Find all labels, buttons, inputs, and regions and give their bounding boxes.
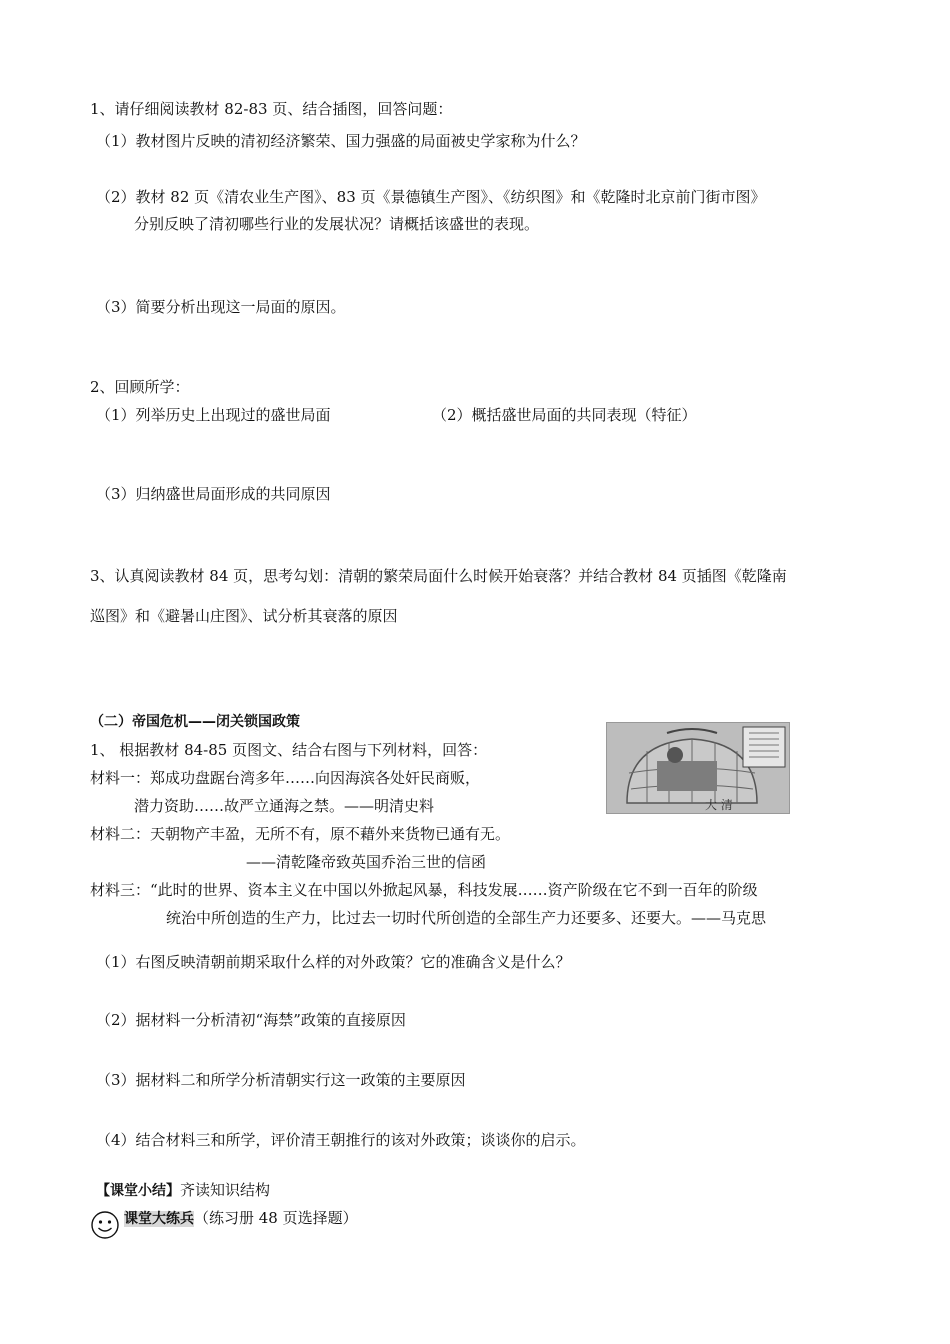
q2-sub2: （2）概括盛世局面的共同表现（特征） [432,406,697,424]
sub-question-4: （4）结合材料三和所学，评价清王朝推行的该对外政策；谈谈你的启示。 [96,1131,586,1149]
material3-line2: 统治中所创造的生产力，比过去一切时代所创造的全部生产力还要多、还要大。——马克思 [166,909,767,927]
q1-intro: 1、请仔细阅读教材 82-83 页、结合插图，回答问题： [90,100,453,118]
practice-tag: 课堂大练兵 [124,1211,194,1227]
material2-line2: ——清乾隆帝致英国乔治三世的信函 [246,853,487,871]
q1-sub1: （1）教材图片反映的清初经济繁荣、国力强盛的局面被史学家称为什么？ [96,132,586,150]
material2-line1: 材料二：天朝物产丰盈，无所不有，原不藉外来货物已通有无。 [90,825,511,843]
q2-sub3: （3）归纳盛世局面形成的共同原因 [96,485,331,503]
practice-text: （练习册 48 页选择题） [194,1209,358,1227]
cartoon-label: 大 清 [705,798,733,812]
q1-sub2-line2: 分别反映了清初哪些行业的发展状况？请概括该盛世的表现。 [134,215,540,233]
class-summary [96,1180,270,1201]
q3-line1: 3、认真阅读教材 84 页，思考勾划：清朝的繁荣局面什么时候开始衰落？并结合教材 84 页插图《乾隆南 [90,567,787,585]
summary-text: 齐读知识结构 [180,1181,271,1199]
sub-question-1: （1）右图反映清朝前期采取什么样的对外政策？它的准确含义是什么？ [96,953,571,971]
smiley-icon [90,1210,120,1240]
summary-tag: 【课堂小结】 [96,1183,180,1199]
cage-cartoon-illustration [607,723,789,813]
q1-sub2-line1: （2）教材 82 页《清农业生产图》、83 页《景德镇生产图》、《纺织图》和《乾隆时北京前门街市图》 [96,188,766,206]
material1-line1: 材料一：郑成功盘踞台湾多年……向因海滨各处奸民商贩， [90,769,481,787]
sub-question-3: （3）据材料二和所学分析清朝实行这一政策的主要原因 [96,1071,466,1089]
material3-line1: 材料三：“此时的世界、资本主义在中国以外掀起风暴，科技发展……资产阶级在它不到一百年的阶级 [90,881,758,899]
section2-intro: 1、 根据教材 84-85 页图文、结合右图与下列材料，回答： [90,741,488,759]
q2-intro: 2、回顾所学： [90,378,190,396]
q3-line2: 巡图》和《避暑山庄图》、试分析其衰落的原因 [90,607,398,625]
section2-title: （二）帝国危机——闭关锁国政策 [90,714,300,730]
cage-cartoon-image [606,722,790,814]
q1-sub3: （3）简要分析出现这一局面的原因。 [96,298,346,316]
sub-question-2: （2）据材料一分析清初“海禁”政策的直接原因 [96,1011,406,1029]
q2-sub1: （1）列举历史上出现过的盛世局面 [96,406,331,424]
class-practice [124,1208,358,1229]
material1-line2: 潜力资助……故严立通海之禁。——明清史料 [134,797,435,815]
